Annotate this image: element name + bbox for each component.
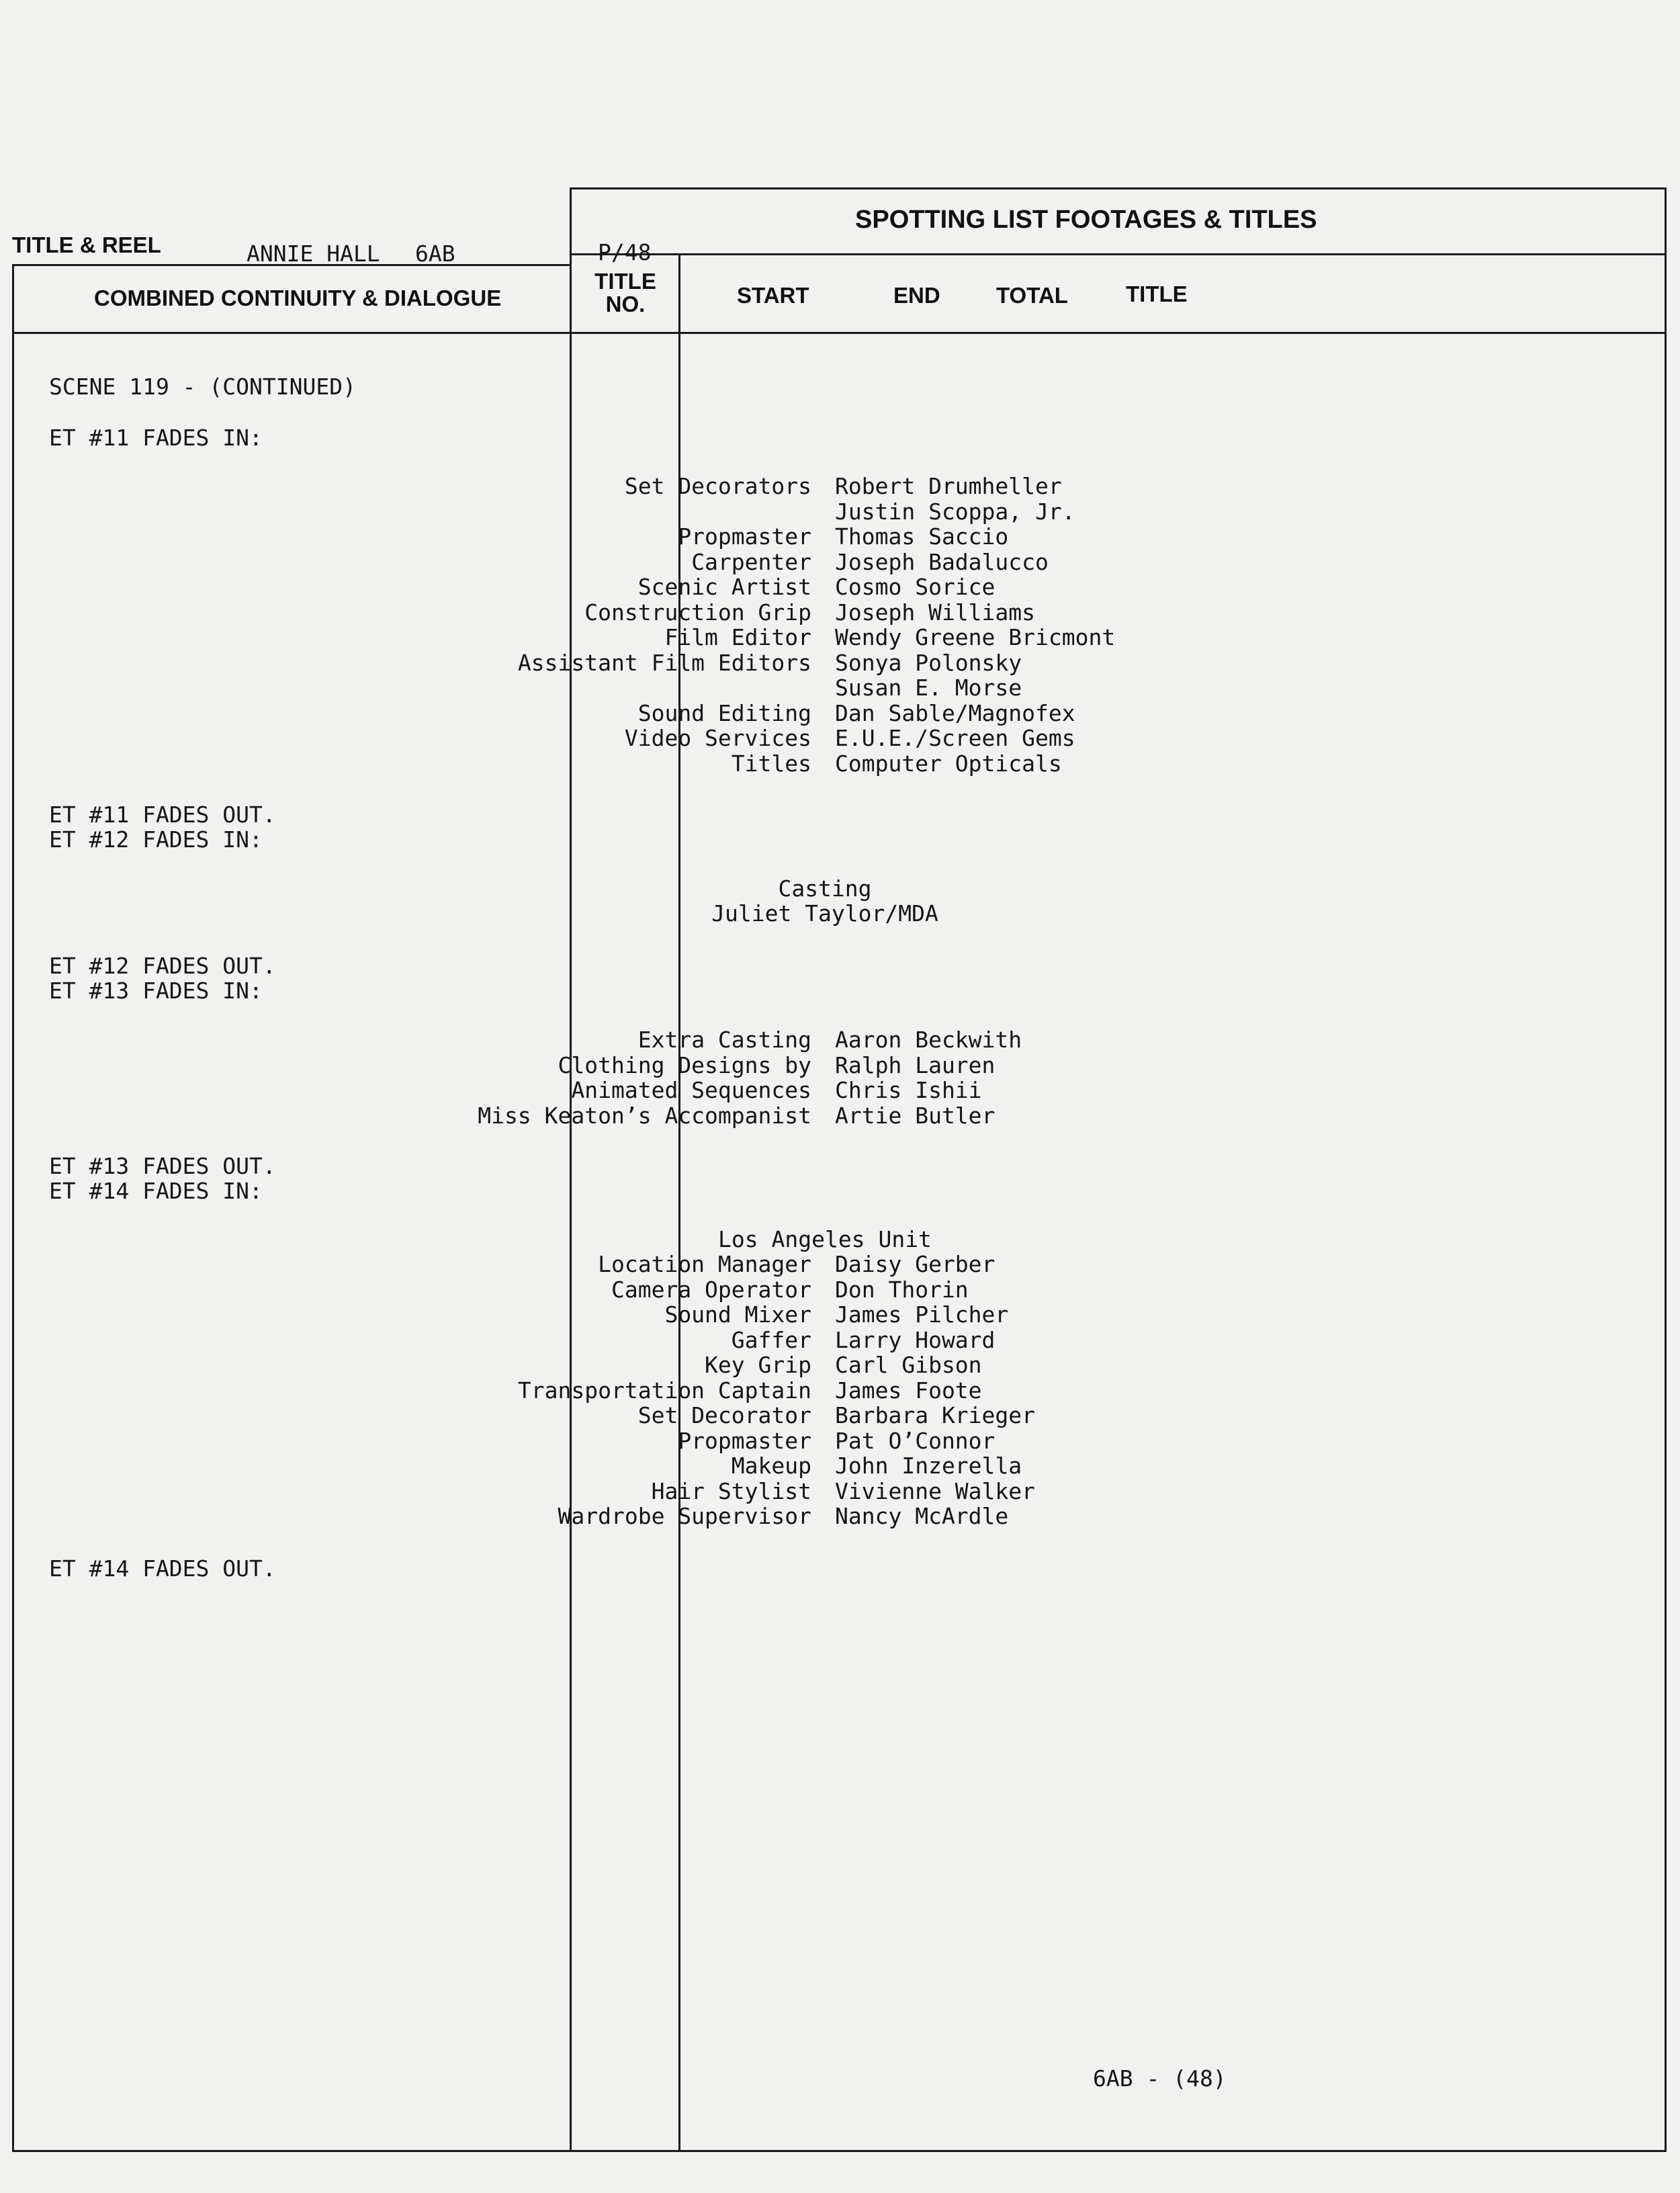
credit-row bbox=[0, 1402, 1680, 1428]
credit-name: Larry Howard bbox=[835, 1326, 996, 1353]
credit-role: Location Manager bbox=[598, 1251, 811, 1277]
credit-role: Propmaster bbox=[678, 1427, 811, 1454]
credit-name: Joseph Williams bbox=[835, 599, 1036, 626]
credit-name: Wendy Greene Bricmont bbox=[835, 624, 1116, 650]
credit-role: Camera Operator bbox=[611, 1276, 811, 1303]
credit-role: Clothing Designs by bbox=[558, 1051, 811, 1078]
credit-name: Cosmo Sorice bbox=[835, 574, 996, 600]
et11-fades-out: ET #11 FADES OUT. bbox=[49, 802, 276, 828]
credit-role: Wardrobe Supervisor bbox=[558, 1503, 811, 1529]
credit-row bbox=[0, 574, 1680, 599]
film-title: ANNIE HALL bbox=[247, 241, 380, 267]
credit-row bbox=[0, 1251, 1680, 1277]
credit-row bbox=[0, 750, 1680, 776]
credit-name: Robert Drumheller bbox=[835, 473, 1062, 499]
credit-role: Propmaster bbox=[678, 523, 811, 550]
credit-name: Justin Scoppa, Jr. bbox=[835, 498, 1075, 525]
title-no-line1: TITLE bbox=[594, 269, 656, 294]
spotting-list-title: SPOTTING LIST FOOTAGES & TITLES bbox=[855, 206, 1317, 234]
credit-name: James Pilcher bbox=[835, 1301, 1009, 1328]
frame-top-right-rule bbox=[570, 187, 1667, 189]
credit-role: Animated Sequences bbox=[571, 1077, 811, 1103]
credit-row bbox=[0, 725, 1680, 750]
spotting-header-rule bbox=[570, 253, 1667, 255]
page-number: 6AB - (48) bbox=[1093, 2065, 1227, 2092]
credit-name: Vivienne Walker bbox=[835, 1477, 1036, 1504]
credit-role: Set Decorators bbox=[624, 473, 811, 499]
credit-name: Don Thorin bbox=[835, 1276, 969, 1303]
scene-continued: SCENE 119 - (CONTINUED) bbox=[49, 374, 356, 400]
credit-role: Miss Keaton’s Accompanist bbox=[478, 1102, 811, 1129]
credit-role: Scenic Artist bbox=[637, 574, 811, 600]
credit-row bbox=[0, 700, 1680, 726]
credit-role: Assistant Film Editors bbox=[517, 649, 811, 676]
credit-role: Extra Casting bbox=[637, 1027, 811, 1053]
credit-name: Aaron Beckwith bbox=[835, 1027, 1022, 1053]
credit-role: Key Grip bbox=[705, 1352, 811, 1378]
credit-row bbox=[0, 473, 1680, 499]
title-reel-label: TITLE & REEL bbox=[12, 232, 161, 257]
et11-fades-in: ET #11 FADES IN: bbox=[49, 425, 263, 451]
credit-name: Carl Gibson bbox=[835, 1352, 982, 1378]
credit-name: Ralph Lauren bbox=[835, 1051, 996, 1078]
credit-name: Chris Ishii bbox=[835, 1077, 982, 1103]
credit-row bbox=[0, 549, 1680, 574]
continuity-column-title: COMBINED CONTINUITY & DIALOGUE bbox=[94, 286, 502, 310]
credit-row bbox=[0, 1327, 1680, 1352]
credit-name: Pat O’Connor bbox=[835, 1427, 996, 1454]
credit-role: Transportation Captain bbox=[517, 1377, 811, 1404]
credit-role: Titles bbox=[731, 750, 811, 777]
credit-name: Susan E. Morse bbox=[835, 675, 1022, 701]
credit-role: Carpenter bbox=[691, 548, 811, 575]
credit-name: Sonya Polonsky bbox=[835, 649, 1022, 676]
casting-label: Casting bbox=[778, 875, 872, 902]
reel-number: 6AB bbox=[415, 241, 455, 267]
credit-name: Daisy Gerber bbox=[835, 1251, 996, 1277]
credit-name: Artie Butler bbox=[835, 1102, 996, 1129]
credit-name: Dan Sable/Magnofex bbox=[835, 699, 1075, 726]
title-column-header: TITLE bbox=[1126, 282, 1188, 306]
credit-row bbox=[0, 1503, 1680, 1529]
credit-row bbox=[0, 1301, 1680, 1327]
credit-role: Film Editor bbox=[664, 624, 811, 650]
credit-row bbox=[0, 1052, 1680, 1078]
credit-name: Barbara Krieger bbox=[835, 1402, 1036, 1428]
page-reference: P/48 bbox=[598, 239, 652, 265]
credit-row bbox=[0, 1478, 1680, 1504]
credit-row bbox=[0, 1103, 1680, 1128]
credit-name: Computer Opticals bbox=[835, 750, 1062, 777]
credit-row bbox=[0, 650, 1680, 675]
end-column-header: END bbox=[893, 283, 940, 308]
credit-name: Nancy McArdle bbox=[835, 1503, 1009, 1529]
la-unit-heading: Los Angeles Unit bbox=[718, 1226, 932, 1252]
credit-role: Video Services bbox=[624, 725, 811, 751]
credit-name: Thomas Saccio bbox=[835, 523, 1009, 550]
credit-role: Sound Editing bbox=[637, 699, 811, 726]
et14-fades-in: ET #14 FADES IN: bbox=[49, 1178, 263, 1204]
credit-row bbox=[0, 599, 1680, 625]
credit-role: Sound Mixer bbox=[664, 1301, 811, 1328]
credit-row bbox=[0, 1352, 1680, 1377]
credit-row bbox=[0, 523, 1680, 549]
credit-role: Makeup bbox=[731, 1453, 811, 1479]
credit-row bbox=[0, 624, 1680, 650]
credit-row bbox=[0, 1377, 1680, 1403]
credit-row bbox=[0, 675, 1680, 700]
total-column-header: TOTAL bbox=[996, 283, 1068, 308]
et13-fades-in: ET #13 FADES IN: bbox=[49, 978, 263, 1004]
credit-row bbox=[0, 499, 1680, 524]
credit-name: Joseph Badalucco bbox=[835, 548, 1049, 575]
credit-row bbox=[0, 1277, 1680, 1302]
credit-name: John Inzerella bbox=[835, 1453, 1022, 1479]
et12-fades-in: ET #12 FADES IN: bbox=[49, 826, 263, 853]
frame-bottom-rule bbox=[12, 2150, 1667, 2152]
credit-role: Gaffer bbox=[731, 1326, 811, 1353]
credit-name: E.U.E./Screen Gems bbox=[835, 725, 1075, 751]
credit-row bbox=[0, 1027, 1680, 1052]
title-no-line2: NO. bbox=[605, 292, 646, 316]
title-no-header bbox=[572, 270, 679, 316]
et13-fades-out: ET #13 FADES OUT. bbox=[49, 1153, 276, 1179]
credit-row bbox=[0, 1428, 1680, 1453]
credit-name: James Foote bbox=[835, 1377, 982, 1404]
credit-row bbox=[0, 1077, 1680, 1103]
credit-row bbox=[0, 1453, 1680, 1478]
start-column-header: START bbox=[737, 283, 809, 308]
casting-name: Juliet Taylor/MDA bbox=[711, 900, 938, 927]
et14-fades-out: ET #14 FADES OUT. bbox=[49, 1555, 276, 1582]
column-header-bottom-rule bbox=[12, 332, 1667, 334]
et12-fades-out: ET #12 FADES OUT. bbox=[49, 953, 276, 979]
credit-role: Set Decorator bbox=[637, 1402, 811, 1428]
credit-role: Hair Stylist bbox=[651, 1477, 811, 1504]
credit-role: Construction Grip bbox=[584, 599, 811, 626]
